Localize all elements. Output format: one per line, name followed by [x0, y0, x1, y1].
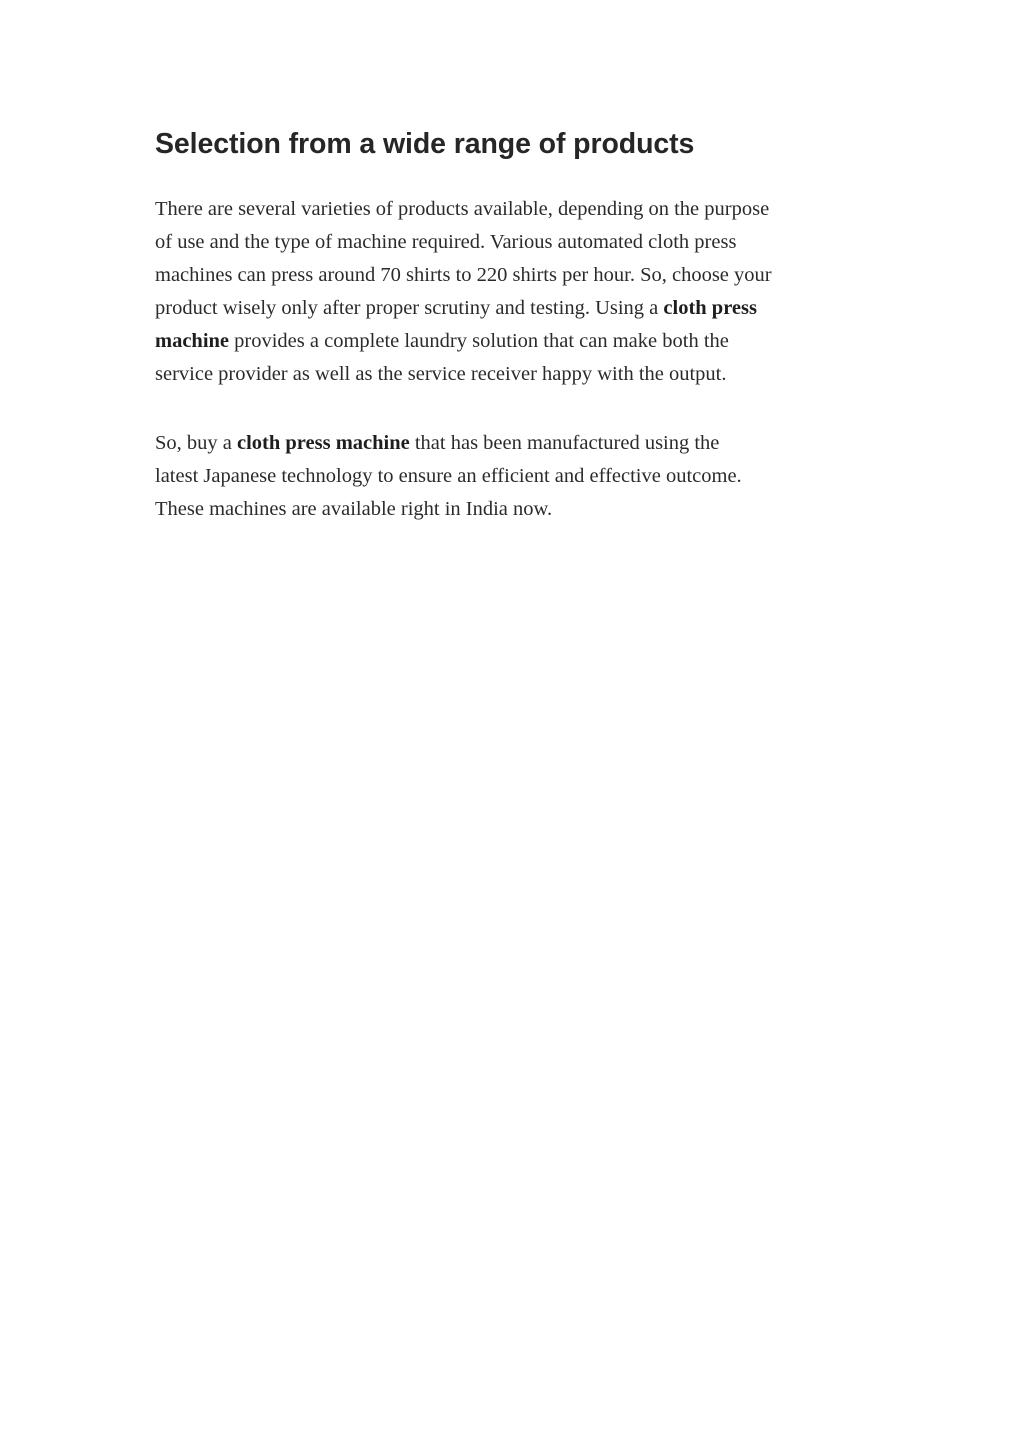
- bold-keyword: cloth press machine: [237, 432, 410, 454]
- paragraph-line: These machines are available right in India now.: [155, 498, 553, 520]
- paragraph-line: service provider as well as the service receiver happy with the output.: [155, 363, 727, 385]
- paragraph-line: [155, 292, 875, 325]
- bold-keyword: cloth press: [663, 297, 757, 319]
- bold-keyword: machine: [155, 330, 230, 352]
- text-run: that has been manufactured using the: [409, 432, 720, 454]
- paragraph-line: [155, 427, 875, 460]
- text-run: So, buy a: [155, 432, 237, 454]
- text-run: product wisely only after proper scrutiny and testing. Using a: [155, 297, 664, 319]
- text-run: provides a complete laundry solution that can make both the: [229, 330, 729, 352]
- paragraph-line: latest Japanese technology to ensure an efficient and effective outcome.: [155, 465, 742, 487]
- document-page: [155, 122, 875, 526]
- paragraph-buy: [155, 427, 875, 526]
- paragraph-line: machines can press around 70 shirts to 220 shirts per hour. So, choose your: [155, 264, 772, 286]
- section-heading: Selection from a wide range of products: [155, 128, 695, 160]
- paragraph-line: [155, 325, 875, 358]
- paragraph-products: [155, 193, 875, 391]
- paragraph-line: of use and the type of machine required. Various automated cloth press: [155, 231, 737, 253]
- paragraph-line: There are several varieties of products available, depending on the purpose: [155, 198, 770, 220]
